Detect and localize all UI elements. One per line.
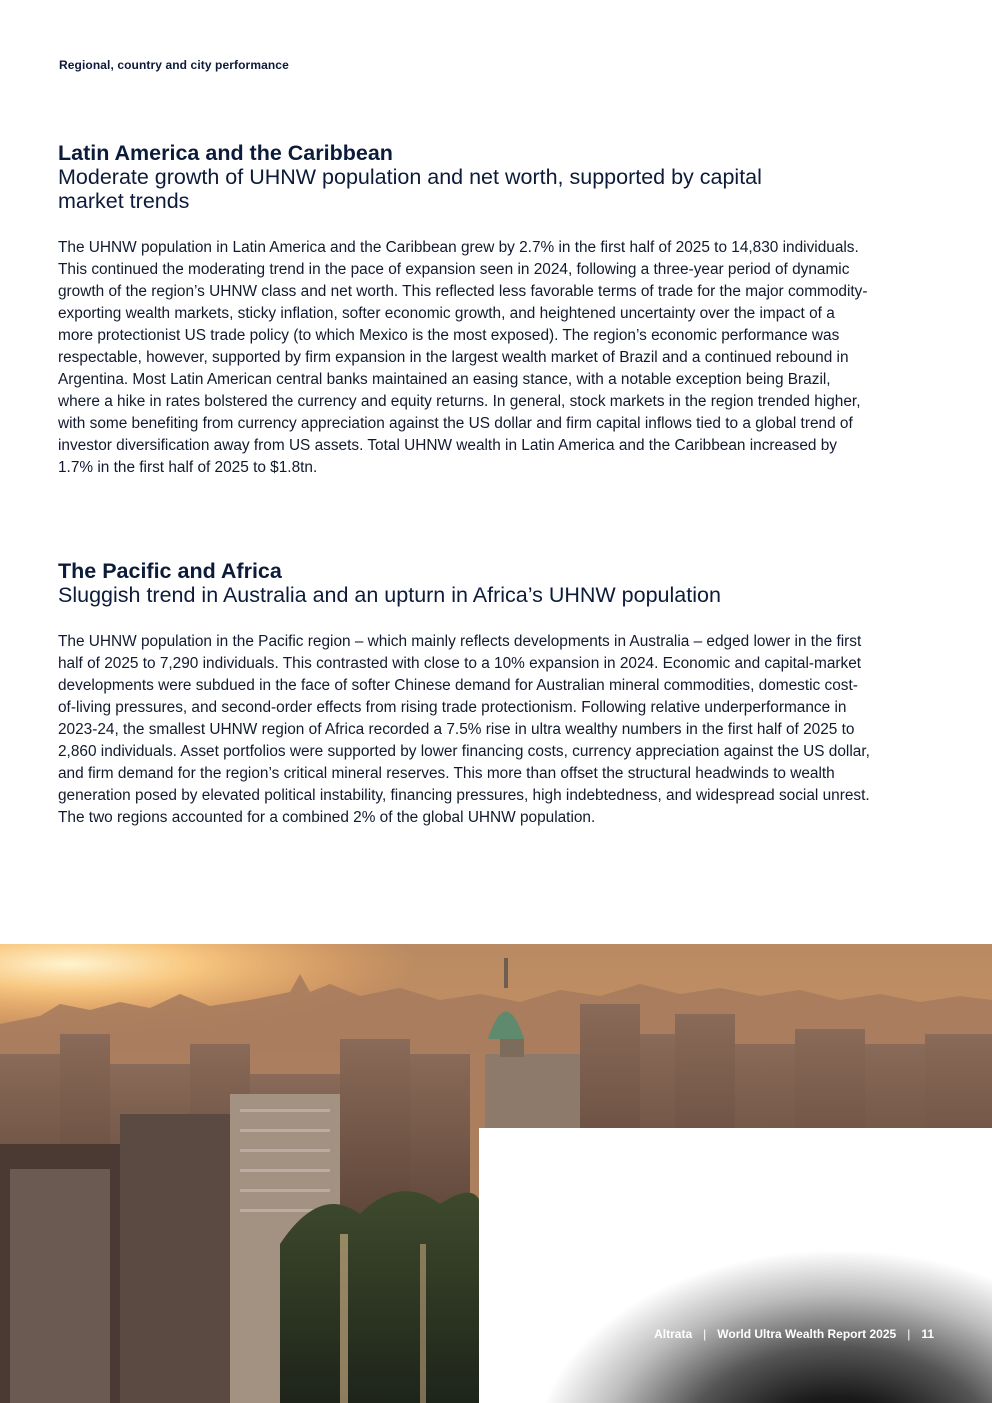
- decorative-gradient-overlay: [479, 1128, 992, 1403]
- section-body: The UHNW population in Latin America and the Caribbean grew by 2.7% in the first half of 2025 to 14,830 individuals. This continued the moderating trend in the pace of expansion seen in 2024, following a three-year period of dynamic growth of the region’s UHNW class and net worth. This reflected less favorable terms of trade for the major commodity-exporting wealth markets, sticky inflation, softer economic growth, and heightened uncertainty over the impact of a more protectionist US trade policy (to which Mexico is the most exposed). The region’s economic performance was respectable, however, supported by firm expansion in the largest wealth market of Brazil and a continued rebound in Argentina. Most Latin American central banks maintained an easing stance, with a notable exception being Brazil, where a hike in rates bolstered the currency and equity returns. In general, stock markets in the region trended higher, with some benefiting from currency appreciation against the US dollar and firm capital inflows tied to a global trend of investor diversification away from US assets. Total UHNW wealth in Latin America and the Caribbean increased by 1.7% in the first half of 2025 to $1.8tn.: [58, 239, 868, 476]
- section-body: The UHNW population in the Pacific region – which mainly reflects developments in Australia – edged lower in the first half of 2025 to 7,290 individuals. This contrasted with close to a 10% expansion in 2024. Economic and capital-market developments were subdued in the face of softer Chinese demand for Australian mineral commodities, domestic cost-of-living pressures, and second-order effects from rising trade protectionism. Following relative underperformance in 2023-24, the smallest UHNW region of Africa recorded a 7.5% rise in ultra wealthy numbers in the first half of 2025 to 2,860 individuals. Asset portfolios were supported by lower financing costs, currency appreciation against the US dollar, and firm demand for the region’s critical mineral reserves. This more than offset the structural headwinds to wealth generation posed by elevated political instability, financing pressures, high indebtedness, and widespread social unrest. The two regions accounted for a combined 2% of the global UHNW population.: [58, 633, 870, 826]
- footer-separator: |: [907, 1327, 911, 1341]
- section-title: The Pacific and Africa: [58, 559, 282, 583]
- section-subtitle: Sluggish trend in Australia and an upturn in Africa’s UHNW population: [58, 583, 721, 607]
- page-footer: [654, 1327, 934, 1341]
- section-subtitle: Moderate growth of UHNW population and net worth, supported by capital market trends: [58, 165, 762, 213]
- footer-separator: |: [703, 1327, 707, 1341]
- running-title: Regional, country and city performance: [59, 58, 289, 72]
- footer-brand: Altrata: [654, 1327, 693, 1341]
- section-latin-america: [58, 141, 878, 479]
- section-title: Latin America and the Caribbean: [58, 141, 393, 165]
- section-pacific-africa: [58, 559, 878, 829]
- footer-report-title: World Ultra Wealth Report 2025: [717, 1327, 897, 1341]
- page-number: 11: [921, 1327, 934, 1341]
